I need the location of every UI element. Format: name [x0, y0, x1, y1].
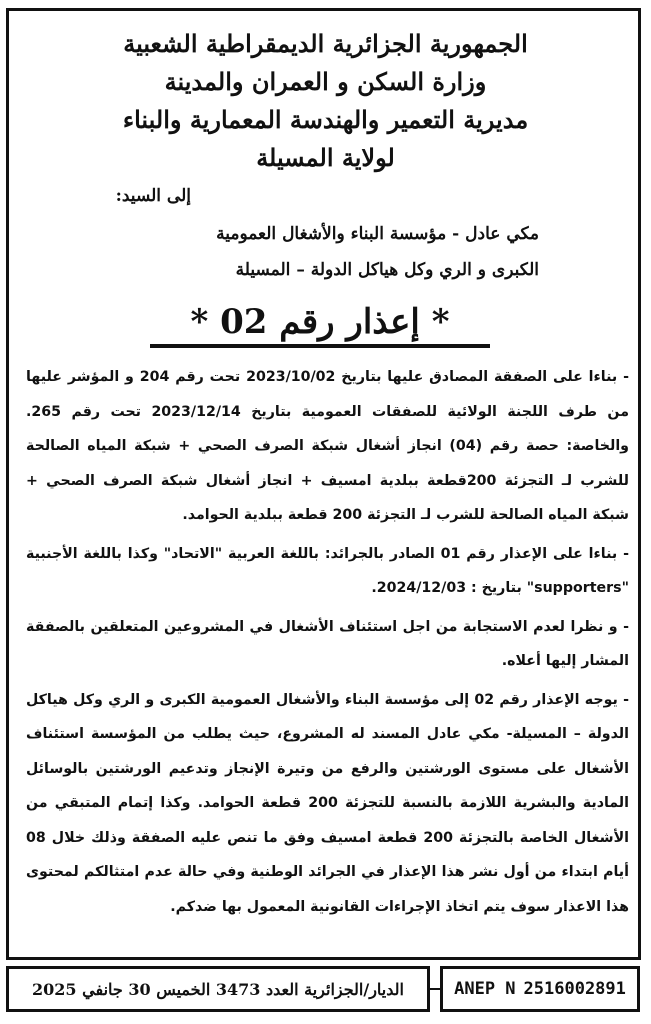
header-directorate: مديرية التعمير والهندسة المعمارية والبناء: [122, 105, 529, 134]
publication-box: [6, 966, 430, 1012]
notice-title: * إعذار رقم 02 *: [150, 300, 490, 348]
recipient-name: مكي عادل - مؤسسة البناء والأشغال العمومية: [216, 224, 539, 244]
anep-number: 2516002891: [523, 979, 626, 999]
notice-body: [26, 360, 629, 928]
recipient-label: إلى السيد:: [115, 186, 191, 206]
paragraph-contract: - بناءا على الصفقة المصادق عليها بتاريخ 2023/10/02 تحت رقم 204 و المؤشر عليها من طرف اللجنة الولائية للصفقات العمومية بتاريخ 2023/12/14 تحت رقم 265. والخاصة: حصة رقم (04) انجاز أشغال شبكة الصرف الصحي + شبكة المياه الصالحة للشرب لـ التجزئة 200قطعة ببلدية امسيف + انجاز أشغال شبكة الصرف الصحي + شبكة المياه الصالحة للشرب لـ التجزئة 200 قطعة ببلدية الحوامد.: [26, 369, 629, 523]
paragraph-directive: - يوجه الإعذار رقم 02 إلى مؤسسة البناء والأشغال العمومية الكبرى و الري وكل هياكل الدولة – المسيلة- مكي عادل المسند له المشروع، حيث يطلب من المؤسسة استئناف الأشغال على مستوى الورشتين والرفع من وتيرة الإنجاز وتدعيم الورشتين بالوسائل المادية والبشرية اللازمة بالنسبة للتجزئة 200 قطعة الحوامد. وكذا إتمام المتبقي من الأشغال الخاصة بالتجزئة 200 قطعة امسيف وفق ما تنص عليه الصفقة وذلك خلال 08 أيام ابتداء من أول نشر هذا الإعذار في الجرائد الوطنية وفي حالة عدم امتثالكم لمحتوى هذا الاعذار سوف يتم اتخاذ الإجراءات القانونية المعمول بها ضدكم.: [26, 691, 630, 915]
header-ministry: وزارة السكن و العمران والمدينة: [164, 67, 487, 96]
recipient-company: الكبرى و الري وكل هياكل الدولة – المسيلة: [235, 260, 539, 280]
anep-box: [440, 966, 640, 1012]
header-wilaya: لولاية المسيلة: [256, 143, 395, 172]
paragraph-first-notice: - بناءا على الإعذار رقم 01 الصادر بالجرائد: باللغة العربية "الاتحاد" وكذا باللغة الأجنبية "supporters" بتاريخ : 2024/12/03.: [26, 545, 629, 596]
footer-connector: [430, 988, 440, 990]
publication-info: الديار/الجزائرية العدد 3473 الخميس 30 جانفي 2025: [32, 979, 404, 999]
header-republic: الجمهورية الجزائرية الديمقراطية الشعبية: [123, 29, 528, 58]
anep-label: ANEP N: [454, 979, 516, 999]
paragraph-no-response: - و نظرا لعدم الاستجابة من اجل استئناف الأشغال في المشروعين المتعلقين بالصفقة المشار إليها أعلاه.: [26, 618, 629, 669]
